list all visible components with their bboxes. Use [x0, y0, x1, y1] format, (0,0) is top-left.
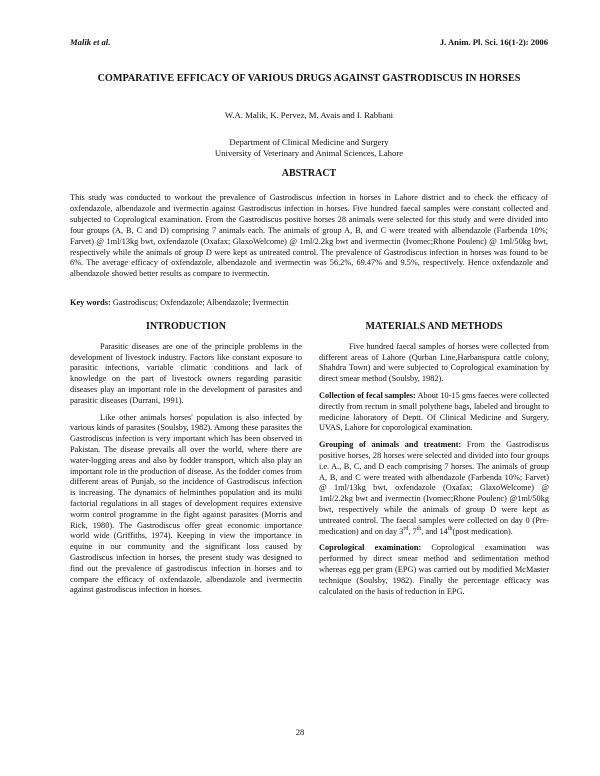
keywords-label: Key words: [70, 298, 111, 307]
methods-paragraph: Five hundred faecal samples of horses were collected from different areas of Lahore (Qurban Line,Harbanspura cattle colony, Shahdra Town) and were subjected to Coprological examination by direct smear method (Soulsby, 1982). [319, 341, 549, 384]
introduction-column [70, 322, 302, 602]
introduction-paragraph: Parasitic diseases are one of the principle problems in the development of livestock industry. Factors like constant exposure to parasitic infections, variable climatic conditions and lack of knowledge on the part of livestock owners regarding parasitic diseases play an important role in the development of parasites and parasitic diseases (Durrani, 1991). [70, 341, 302, 405]
running-header-right: J. Anim. Pl. Sci. 16(1-2): 2006 [439, 37, 548, 47]
affiliation-university: University of Veterinary and Animal Sciences, Lahore [214, 148, 404, 158]
affiliation-department: Department of Clinical Medicine and Surgery [229, 137, 389, 147]
superscript: rd [403, 525, 409, 532]
grouping-text: , 7 [408, 526, 417, 536]
superscript: th [416, 525, 422, 532]
collection-paragraph [319, 391, 549, 434]
superscript: th [447, 525, 453, 532]
grouping-text: From the Gastrodiscus positive horses, 28 horses were selected and divided into four groups i.e. A., B, C, and D each comprising 7 horses. The animals of group A, B, and C were treated with albendazole (Farbenda 10%; Farvet) @ 1ml/13kg bwt, oxfendazole (Oxafax; GlaxoWelcome) @ 1ml/2.2kg bwt and ivermectin (Ivomec;Rhone Poulenc) @1ml/50kg bwt, respectively while the animals of group D were kept as untreated control. The faecal samples were collected on day 0 (Pre-medication) and on day 3 [319, 440, 549, 536]
collection-text: About 10-15 gms faeces were collected directly from rectum in small polythene bags, labeled and brought to medicine laboratory of Deptt. Of Clinical Medicine and Surgery, UVAS, Lahore for coporological examination. [319, 390, 549, 433]
methods-heading: MATERIALS AND METHODS [365, 321, 503, 332]
running-header-left: Malik et al. [70, 37, 111, 47]
page-number: 28 [295, 727, 305, 737]
introduction-paragraph: Like other animals horses' population is also infected by various kinds of parasites (Soulsby, 1982). Among these parasites the Gastrodiscus infection is very important which has been observed in Pakistan. The disease prevails all over the world, where there are water-logging areas and also by fodder transport, which also play an important role in the production of disease. As the fodder comes from different areas of Punjab, so the incidence of Gastrodiscus infection is increasing. The dynamics of helminthes population and its multi factorial regulations in all stages of development requires extensive worm control programme in the fight against parasites (Morris and Rick, 1980). The Gastrodiscus offer great economic importance world wide (Griffiths, 1974). Keeping in view the importance in equine in our community and the significant loss caused by Gastrodiscus infection in horses, the present study was designed to find out the prevalence of gastrodiscus infection in horses and to compare the efficacy of oxfendazole, albendazole and ivermectin against gastrodiscus infection in horses. [70, 412, 302, 595]
coprological-subheading: Coprological examination: [319, 543, 422, 553]
grouping-subheading: Grouping of animals and treatment: [319, 440, 462, 450]
grouping-text: , and 14 [421, 526, 448, 536]
paper-title: COMPARATIVE EFFICACY OF VARIOUS DRUGS AGAINST GASTRODISCUS IN HORSES [97, 73, 521, 84]
introduction-heading: INTRODUCTION [145, 321, 226, 332]
author-list: W.A. Malik, K. Pervez, M. Avais and I. Rabbani [224, 110, 394, 120]
methods-column [319, 322, 549, 603]
coprological-paragraph [319, 543, 549, 597]
keywords-text: Gastrodiscus; Oxfendazole; Albendazole; Ivermectin [112, 298, 289, 307]
grouping-paragraph [319, 440, 549, 537]
abstract-heading: ABSTRACT [281, 168, 337, 179]
affiliation [70, 137, 548, 159]
coprological-text: Coprological examination was performed by direct smear method and sedimentation method whereas egg per gram (EPG) was carried out by modified McMaster technique (Soulsby, 1982). Finally the percentage efficacy was calculated on the basis of reduction in EPG. [319, 543, 549, 596]
collection-subheading: Collection of fecal samples: [319, 390, 416, 400]
grouping-text: (post medication). [452, 526, 513, 536]
keywords [70, 298, 548, 307]
abstract-text: This study was conducted to workout the prevalence of Gastrodiscus infection in horses in Lahore district and to check the efficacy of oxfendazole, albendazole and ivermectin against Gastrodiscus infection in horses. Five hundred faecal samples were constant collected and subjected to Coprological examination. From the Gastrodiscus positive horses 28 animals were selected for this study and were divided into four groups (A, B, C and D) comprising 7 animals each. The animals of group A, B, and C were treated with albendazole (Farbenda 10%; Farvet) @ 1ml/13kg bwt, oxfendazole (Oxafax; GlaxoWelcome) @ 1ml/2.2kg bwt and ivermectin (Ivomec;Rhone Poulenc) @ 1ml/50kg bwt, respectively while the animals of group D were kept as untreated control. The prevalence of Gastrodiscus infection in horses was found to be 6%. The average efficacy of oxfendazole, albendazole and ivermectin was 56.2%, 69.47% and 9.5%, respectively. Hence oxfendazole and albendazole showed better results as compare to ivermectin. [70, 193, 548, 279]
